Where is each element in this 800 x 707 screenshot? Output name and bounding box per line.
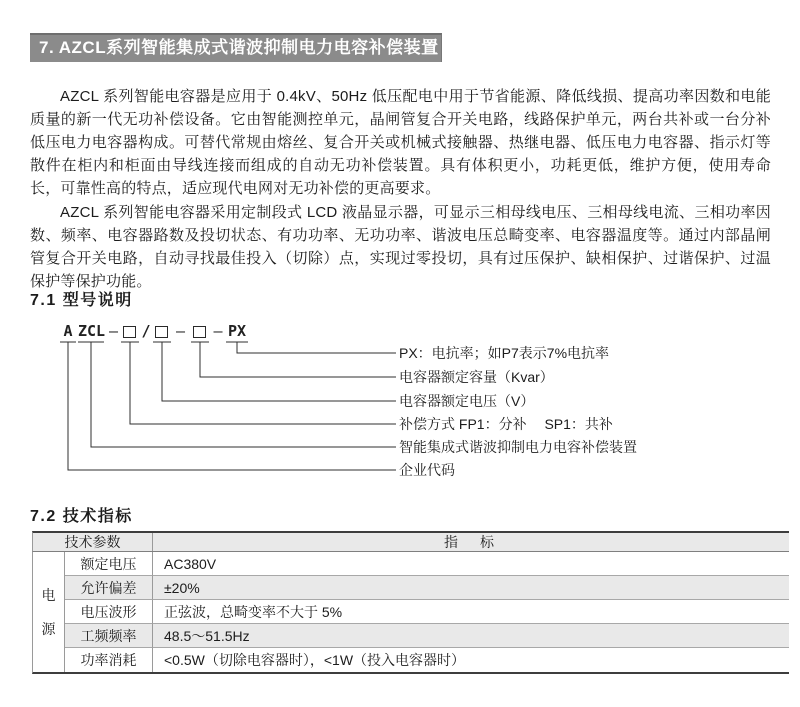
model-code-dash-1: — (108, 322, 119, 340)
model-label-comp-mode: 补偿方式 FP1：分补 SP1：共补 (399, 416, 613, 432)
spec-row-param: 功率消耗 (65, 648, 153, 672)
spec-row-value: AC380V (153, 552, 789, 576)
heading-model-designation: 7.1 型号说明 (30, 292, 133, 309)
model-code-blank-box-1 (123, 326, 136, 338)
model-label-company-code: 企业代码 (399, 462, 455, 478)
spec-row-value: <0.5W（切除电容器时），<1W（投入电容器时） (164, 652, 466, 668)
spec-row-param: 电压波形 (65, 600, 153, 624)
spec-row-value: 48.5～51.5Hz (153, 624, 789, 648)
spec-row-param: 额定电压 (65, 552, 153, 576)
intro-paragraph-1: AZCL 系列智能电容器是应用于 0.4kV、50Hz 低压配电中用于节省能源、降低线损、提高功率因数和电能质量的新一代无功补偿设备。它由智能测控单元，晶闸管复合开关电路，线路保护单元，两台共补或一台分补低压电力电容器构成。可替代常规由熔丝、复合开关或机械式接触器、热继电器、低压电力电容器、指示灯等散件在柜内和柜面由导线连接而组成的自动无功补偿装置。具有体积更小，功耗更低，维护方便，使用寿命长，可靠性高的特点，适应现代电网对无功补偿的更高要求。 (30, 88, 771, 197)
model-code-dash-3: — (213, 322, 223, 340)
intro-paragraph-2: AZCL 系列智能电容器采用定制段式 LCD 液晶显示器，可显示三相母线电压、三相母线电流、三相功率因数、频率、电容器路数及投切状态、有功功率、无功功率、谐波电压总畸变率、电容器温度等。通过内部晶闸管复合开关电路，自动寻找最佳投入（切除）点，实现过零投切，具有过压保护、缺相保护、过谐保护、过温保护等保护功能。 (30, 204, 771, 290)
model-code-company-letter: A (63, 322, 73, 340)
spec-table-group-power (33, 552, 65, 672)
section-title: 7. AZCL系列智能集成式谐波抑制电力电容补偿装置 (39, 38, 439, 57)
heading-technical-specs: 7.2 技术指标 (30, 508, 133, 525)
model-code-series-letters: ZCL (78, 322, 106, 340)
model-code-blank-box-3 (193, 326, 206, 338)
spec-table-header-row (32, 531, 789, 552)
spec-row-param: 允许偏差 (65, 576, 153, 600)
spec-table-body (32, 552, 789, 674)
spec-table-header-param: 技术参数 (33, 533, 153, 551)
model-label-device-name: 智能集成式谐波抑制电力电容补偿装置 (399, 439, 637, 455)
model-code-suffix: PX (227, 322, 247, 340)
model-code-dash-2: — (175, 322, 186, 340)
model-code-diagram (0, 318, 800, 500)
model-label-px-reactance: PX：电抗率；如P7表示7%电抗率 (399, 345, 610, 361)
spec-row-param: 工频频率 (65, 624, 153, 648)
spec-row-value: 正弦波，总畸变率不大于 5% (153, 600, 789, 624)
model-code-blank-box-2 (155, 326, 168, 338)
model-code-slash: / (141, 322, 151, 340)
spec-table-header-value: 指 标 (444, 534, 498, 550)
section-title-bar (30, 33, 442, 62)
model-label-rated-voltage: 电容器额定电压（V） (399, 393, 535, 409)
spec-table (32, 531, 789, 674)
spec-row-value: ±20% (153, 576, 789, 600)
model-label-rated-capacity: 电容器额定容量（Kvar） (399, 369, 554, 385)
spec-table-group-label: 电源 (41, 587, 56, 637)
